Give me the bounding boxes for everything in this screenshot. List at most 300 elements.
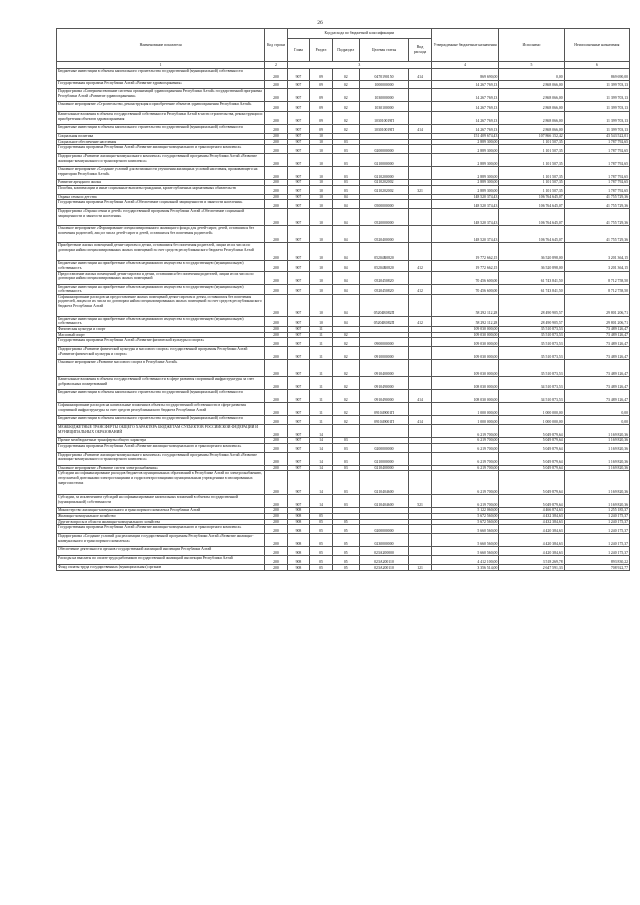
row-name: Государственная программа Республики Алтай «Развитие физической культуры и спорта»	[57, 338, 265, 347]
row-name: Бюджетные инвестиции в объекты капитального строительства государственной (муниципальной) собственности	[57, 69, 265, 81]
row-glava: 907	[287, 284, 310, 294]
row-name: Пособия, компенсации и иные социальные выплаты гражданам, кроме публичных нормативных обязательств	[57, 185, 265, 194]
row-vid	[409, 403, 432, 416]
row-glava: 907	[287, 316, 310, 326]
row-code: 200	[265, 360, 288, 377]
row-razdel: 09	[310, 69, 333, 81]
row-razdel: 14	[310, 443, 333, 452]
row-vid: 412	[409, 261, 432, 271]
table-row	[57, 525, 630, 534]
row-unexecuted: 893 830,22	[564, 556, 629, 565]
row-approved: 2 889 300,00	[431, 180, 499, 186]
header-glava: Глава	[287, 39, 310, 62]
row-target: 0210000000	[359, 452, 409, 465]
row-executed: 1 101 507,35	[499, 139, 564, 145]
row-approved: 70 456 600,00	[431, 284, 499, 294]
row-approved: 109 030 000,00	[431, 347, 499, 360]
row-executed: 107 866 152,42	[499, 134, 564, 140]
row-executed: 5 049 879,64	[499, 471, 564, 495]
row-executed: 1 101 507,35	[499, 185, 564, 194]
row-unexecuted: 73 489 126,47	[564, 377, 629, 390]
row-approved: 4 412 100,00	[431, 556, 499, 565]
row-code: 200	[265, 338, 288, 347]
row-vid: 414	[409, 125, 432, 134]
row-vid: 414	[409, 69, 432, 81]
table-row	[57, 294, 630, 316]
table-row	[57, 226, 630, 243]
row-executed: 106 764 645,07	[499, 194, 564, 200]
row-executed: 4 466 874,63	[499, 508, 564, 514]
row-code: 200	[265, 326, 288, 332]
row-executed: 5 049 879,64	[499, 452, 564, 465]
row-name: Бюджетные инвестиции в объекты капитального строительства государственной (муниципальной) собственности	[57, 416, 265, 425]
row-approved: 109 030 000,00	[431, 332, 499, 338]
row-name: Министерство жилищно-коммунального и транспортного комплекса Республики Алтай	[57, 508, 265, 514]
row-unexecuted: 1 787 792,65	[564, 185, 629, 194]
row-approved: 14 267 769,13	[431, 81, 499, 89]
row-name: Подпрограмма «Совершенствование системы организаций здравоохранения Республики Алтай» государственной программы Республики Алтай «Развитие здравоохранения»	[57, 89, 265, 102]
row-approved: 109 030 000,00	[431, 360, 499, 377]
row-podrazdel: 03	[332, 167, 359, 180]
row-unexecuted: 29 801 206,71	[564, 316, 629, 326]
row-razdel: 10	[310, 284, 333, 294]
row-approved: 5 660 560,00	[431, 534, 499, 547]
row-target: 0200000000	[359, 443, 409, 452]
row-glava: 907	[287, 471, 310, 495]
row-glava: 907	[287, 495, 310, 508]
row-executed: 5 049 879,64	[499, 425, 564, 438]
row-approved: 2 889 300,00	[431, 139, 499, 145]
row-unexecuted: 1 787 792,65	[564, 145, 629, 154]
table-row	[57, 200, 630, 209]
row-glava: 907	[287, 134, 310, 140]
row-razdel: 10	[310, 145, 333, 154]
row-glava: 908	[287, 556, 310, 565]
row-glava: 907	[287, 89, 310, 102]
row-vid	[409, 347, 432, 360]
row-name: Капитальные вложения в объекты государственной собственности Республики Алтай в части строительства, реконструкции и приобретения объектов здравоохранения	[57, 112, 265, 125]
row-podrazdel: 05	[332, 547, 359, 556]
row-podrazdel: 03	[332, 443, 359, 452]
table-row	[57, 360, 630, 377]
row-unexecuted: 1 169 820,36	[564, 471, 629, 495]
row-approved: 2 889 300,00	[431, 167, 499, 180]
row-approved: 5 672 560,00	[431, 519, 499, 525]
row-code: 200	[265, 139, 288, 145]
row-glava: 908	[287, 513, 310, 519]
table-row	[57, 112, 630, 125]
row-podrazdel: 02	[332, 377, 359, 390]
row-executed: 4 420 384,63	[499, 525, 564, 534]
row-name: Субсидии, за исключением субсидий на софинансирование капитальных вложений в объекты государственной (муниципальной) собственности	[57, 495, 265, 508]
row-target: 103010019П	[359, 112, 409, 125]
row-vid: 121	[409, 565, 432, 571]
row-glava: 907	[287, 81, 310, 89]
row-glava: 907	[287, 194, 310, 200]
colnum-5: 5	[499, 62, 564, 69]
table-row	[57, 556, 630, 565]
row-approved: 19 772 662,15	[431, 261, 499, 271]
row-razdel: 09	[310, 81, 333, 89]
row-razdel: 14	[310, 465, 333, 471]
row-approved: 5 660 560,00	[431, 525, 499, 534]
table-row	[57, 347, 630, 360]
row-name: Бюджетные инвестиции на приобретение объектов недвижимого имущества в государственную (муниципальную) собственность	[57, 284, 265, 294]
row-glava: 908	[287, 565, 310, 571]
row-vid	[409, 425, 432, 438]
row-code: 200	[265, 261, 288, 271]
row-approved: 6 219 700,00	[431, 495, 499, 508]
row-razdel: 10	[310, 316, 333, 326]
table-row	[57, 243, 630, 261]
row-code: 200	[265, 271, 288, 284]
row-glava: 907	[287, 360, 310, 377]
row-name: Бюджетные инвестиции на приобретение объектов недвижимого имущества в государственную (муниципальную) собственность	[57, 316, 265, 326]
row-podrazdel: 03	[332, 438, 359, 444]
row-target: 0230000000	[359, 534, 409, 547]
row-approved: 151 409 674,43	[431, 134, 499, 140]
row-razdel: 10	[310, 243, 333, 261]
row-code: 200	[265, 185, 288, 194]
row-target: 0210404600	[359, 495, 409, 508]
row-name: Основное мероприятие «Развитие массового спорта в Республике Алтай»	[57, 360, 265, 377]
row-unexecuted: 11 399 703,13	[564, 125, 629, 134]
row-target: 0520450820	[359, 284, 409, 294]
row-name: Фонд оплаты труда государственных (муниципальных) органов	[57, 565, 265, 571]
row-razdel: 10	[310, 185, 333, 194]
expenditure-table	[56, 28, 630, 571]
row-code: 200	[265, 508, 288, 514]
row-razdel: 11	[310, 403, 333, 416]
row-unexecuted: 41 755 729,36	[564, 209, 629, 226]
row-glava: 907	[287, 102, 310, 112]
row-executed: 1 101 507,35	[499, 167, 564, 180]
row-executed: 4 420 384,63	[499, 547, 564, 556]
row-executed: 4 420 384,63	[499, 534, 564, 547]
row-unexecuted: 1 240 175,37	[564, 534, 629, 547]
row-razdel: 11	[310, 332, 333, 338]
row-approved: 2 889 300,00	[431, 154, 499, 167]
row-code: 200	[265, 125, 288, 134]
page-number: 26	[317, 20, 323, 26]
row-razdel: 14	[310, 471, 333, 495]
row-target: 0210000000	[359, 154, 409, 167]
row-podrazdel: 03	[332, 139, 359, 145]
row-vid	[409, 547, 432, 556]
row-podrazdel: 05	[332, 556, 359, 565]
table-row	[57, 338, 630, 347]
row-razdel: 10	[310, 134, 333, 140]
row-target: 091049001П	[359, 403, 409, 416]
row-razdel: 09	[310, 89, 333, 102]
row-name: Охрана семьи и детства	[57, 194, 265, 200]
row-razdel: 11	[310, 377, 333, 390]
row-executed: 35 510 873,53	[499, 347, 564, 360]
row-vid	[409, 200, 432, 209]
row-target: 0910000000	[359, 347, 409, 360]
row-podrazdel: 03	[332, 471, 359, 495]
row-approved: 148 520 374,43	[431, 209, 499, 226]
table-row	[57, 495, 630, 508]
row-podrazdel: 04	[332, 316, 359, 326]
row-approved: 58 292 112,28	[431, 316, 499, 326]
row-executed: 106 764 645,07	[499, 209, 564, 226]
row-approved: 2 889 300,00	[431, 185, 499, 194]
row-razdel: 09	[310, 112, 333, 125]
table-row	[57, 125, 630, 134]
row-glava: 908	[287, 519, 310, 525]
row-name: Подпрограмма «Развитие жилищно-коммунального комплекса» государственной программы Республики Алтай «Развитие жилищно-коммунального и транспортного комплекса»	[57, 452, 265, 465]
header-podrazdel: Подраздел	[332, 39, 359, 62]
row-vid	[409, 89, 432, 102]
row-unexecuted: 1 240 175,37	[564, 547, 629, 556]
row-executed: 35 510 873,53	[499, 326, 564, 332]
header-target: Целевая статья	[359, 39, 409, 62]
row-razdel: 09	[310, 102, 333, 112]
row-name: Прочие межбюджетные трансферты общего характера	[57, 438, 265, 444]
row-name: Развитие арендного жилья	[57, 180, 265, 186]
row-unexecuted: 73 489 126,47	[564, 332, 629, 338]
row-glava: 908	[287, 534, 310, 547]
table-row	[57, 416, 630, 425]
table-row	[57, 403, 630, 416]
row-code: 200	[265, 145, 288, 154]
row-executed: 2 868 066,00	[499, 89, 564, 102]
row-executed: 35 510 873,53	[499, 332, 564, 338]
row-vid	[409, 338, 432, 347]
row-approved: 14 267 769,13	[431, 125, 499, 134]
row-code: 200	[265, 226, 288, 243]
row-podrazdel: 02	[332, 338, 359, 347]
row-razdel: 11	[310, 390, 333, 403]
table-row	[57, 167, 630, 180]
row-approved: 5 672 560,00	[431, 513, 499, 519]
row-razdel: 11	[310, 360, 333, 377]
row-razdel: 05	[310, 534, 333, 547]
table-row	[57, 452, 630, 465]
table-row	[57, 284, 630, 294]
row-code: 200	[265, 377, 288, 390]
row-unexecuted: 1 169 820,36	[564, 443, 629, 452]
row-vid	[409, 471, 432, 495]
row-podrazdel: 03	[332, 495, 359, 508]
row-name: Государственная программа Республики Алтай «Развитие жилищно-коммунального и транспортного комплекса»	[57, 145, 265, 154]
row-podrazdel: 02	[332, 332, 359, 338]
row-vid	[409, 243, 432, 261]
row-code: 200	[265, 134, 288, 140]
row-executed: 35 510 873,53	[499, 338, 564, 347]
row-vid	[409, 294, 432, 316]
row-name: Расходы на выплаты по оплате труда работников государственной жилищной инспекции Республики Алтай	[57, 556, 265, 565]
row-vid: 414	[409, 390, 432, 403]
row-podrazdel: 02	[332, 416, 359, 425]
row-approved: 1 000 000,00	[431, 416, 499, 425]
row-vid	[409, 534, 432, 547]
row-approved: 5 122 060,00	[431, 508, 499, 514]
row-razdel: 09	[310, 125, 333, 134]
row-vid	[409, 209, 432, 226]
row-glava: 907	[287, 125, 310, 134]
row-podrazdel: 05	[332, 519, 359, 525]
row-approved: 148 520 374,43	[431, 226, 499, 243]
row-executed: 5 049 879,64	[499, 438, 564, 444]
row-podrazdel: 05	[332, 534, 359, 547]
row-name: Софинансирование расходов на предоставление жилых помещений детям-сиротам и детям, оставшимся без попечения родителей, лицам из их числа по договорам найма специализированных жилых помещений за счет средств республиканского бюджета Республики Алтай	[57, 294, 265, 316]
row-glava: 907	[287, 209, 310, 226]
row-target: 023А200110	[359, 556, 409, 565]
row-vid: 521	[409, 495, 432, 508]
row-target: 1000000000	[359, 81, 409, 89]
row-glava: 907	[287, 332, 310, 338]
row-glava: 907	[287, 261, 310, 271]
row-glava: 907	[287, 200, 310, 209]
row-name: Капитальные вложения в объекты государственной собственности в сфере развития спортивной инфраструктуры за счет добровольных пожертвований	[57, 377, 265, 390]
row-approved: 6 219 700,00	[431, 471, 499, 495]
row-code: 200	[265, 167, 288, 180]
row-unexecuted: 8 712 758,50	[564, 284, 629, 294]
row-code: 200	[265, 556, 288, 565]
row-glava: 907	[287, 294, 310, 316]
row-executed: 5 049 879,64	[499, 465, 564, 471]
row-podrazdel: 02	[332, 102, 359, 112]
row-vid	[409, 271, 432, 284]
row-code: 200	[265, 452, 288, 465]
row-name: Софинансирование расходов на капитальные вложения в объекты государственной собственности в сфере развития спортивной инфраструктуры за счет средств республиканского бюджета Республики Алтай	[57, 403, 265, 416]
row-unexecuted: 11 399 703,13	[564, 102, 629, 112]
row-vid	[409, 525, 432, 534]
row-code: 200	[265, 284, 288, 294]
table-row	[57, 102, 630, 112]
row-glava: 907	[287, 326, 310, 332]
table-row	[57, 261, 630, 271]
row-vid	[409, 556, 432, 565]
row-code: 200	[265, 471, 288, 495]
row-unexecuted: 41 755 729,36	[564, 200, 629, 209]
row-code: 200	[265, 69, 288, 81]
row-vid: 321	[409, 185, 432, 194]
row-target: 091049001П	[359, 416, 409, 425]
table-row	[57, 425, 630, 438]
row-target: 0200000000	[359, 525, 409, 534]
row-name: Подпрограмма «Создание условий для реализации государственной программы Республики Алтай «Развитие жилищно-коммунального и транспортного комплекса»	[57, 534, 265, 547]
row-unexecuted: 3 201 364,15	[564, 261, 629, 271]
row-glava: 907	[287, 425, 310, 438]
row-target: 0210200000	[359, 167, 409, 180]
row-razdel: 05	[310, 565, 333, 571]
row-code: 200	[265, 547, 288, 556]
row-razdel: 10	[310, 139, 333, 145]
row-podrazdel: 03	[332, 185, 359, 194]
header-executed: Исполнено	[499, 29, 564, 62]
row-razdel: 05	[310, 556, 333, 565]
row-podrazdel: 05	[332, 565, 359, 571]
row-razdel: 14	[310, 438, 333, 444]
header-unexecuted: Неисполненные назначения	[564, 29, 629, 62]
row-razdel: 10	[310, 154, 333, 167]
row-unexecuted: 73 489 126,47	[564, 390, 629, 403]
row-glava: 907	[287, 377, 310, 390]
row-vid	[409, 443, 432, 452]
row-vid	[409, 360, 432, 377]
row-executed: 34 510 873,53	[499, 390, 564, 403]
row-glava: 907	[287, 438, 310, 444]
row-executed: 1 101 507,35	[499, 154, 564, 167]
row-podrazdel: 04	[332, 294, 359, 316]
row-executed: 2 868 066,00	[499, 102, 564, 112]
header-approved: Утвержденные бюджетные назначения	[431, 29, 499, 62]
row-podrazdel: 02	[332, 360, 359, 377]
row-code: 200	[265, 513, 288, 519]
row-name: Подпрограмма «Развитие жилищно-коммунального комплекса» государственной программы Республики Алтай «Развитие жилищно-коммунального и транспортного комплекса»	[57, 154, 265, 167]
row-name: Жилищно-коммунальное хозяйство	[57, 513, 265, 519]
row-code: 200	[265, 180, 288, 186]
row-razdel: 10	[310, 167, 333, 180]
row-unexecuted: 1 169 820,36	[564, 495, 629, 508]
row-unexecuted: 1 169 820,36	[564, 452, 629, 465]
row-approved: 14 267 769,13	[431, 102, 499, 112]
colnum-3: 3	[287, 62, 431, 69]
row-vid	[409, 167, 432, 180]
row-podrazdel: 04	[332, 271, 359, 284]
row-code: 200	[265, 416, 288, 425]
row-target: 0210202002	[359, 180, 409, 186]
row-target: 05204R0820	[359, 243, 409, 261]
row-vid	[409, 112, 432, 125]
row-target: 023А200000	[359, 547, 409, 556]
row-podrazdel: 02	[332, 112, 359, 125]
row-executed: 3 518 269,78	[499, 556, 564, 565]
table-row	[57, 69, 630, 81]
row-razdel: 10	[310, 200, 333, 209]
row-target: 0200000000	[359, 145, 409, 154]
row-name: Бюджетные инвестиции на приобретение объектов недвижимого имущества в государственную (муниципальную) собственность	[57, 261, 265, 271]
row-name: Другие вопросы в области жилищно-коммунального хозяйства	[57, 519, 265, 525]
row-executed: 106 764 645,07	[499, 226, 564, 243]
row-target: 05204R0820	[359, 261, 409, 271]
row-glava: 907	[287, 465, 310, 471]
row-unexecuted: 1 240 175,37	[564, 519, 629, 525]
row-name: Государственная программа Республики Алтай «Развитие жилищно-коммунального и транспортного комплекса»	[57, 525, 265, 534]
row-unexecuted: 8 712 758,50	[564, 271, 629, 284]
row-executed: 5 049 879,64	[499, 443, 564, 452]
row-glava: 907	[287, 416, 310, 425]
row-executed: 28 490 905,57	[499, 294, 564, 316]
row-name: Предоставление жилых помещений детям-сиротам и детям, оставшимся без попечения родителей, лицам из их числа по договорам найма специализированных жилых помещений	[57, 271, 265, 284]
row-unexecuted: 73 489 126,47	[564, 360, 629, 377]
row-name: Основное мероприятие «Создание условий для возможности улучшения жилищных условий населения, проживающего на территории Республики Алтай»	[57, 167, 265, 180]
header-vid: Вид расхода	[409, 39, 432, 62]
row-vid	[409, 145, 432, 154]
row-name: Бюджетные инвестиции в объекты капитального строительства государственной (муниципальной) собственности	[57, 390, 265, 403]
table-row	[57, 185, 630, 194]
row-glava: 907	[287, 69, 310, 81]
colnum-4: 4	[431, 62, 499, 69]
row-unexecuted: 869 690,00	[564, 69, 629, 81]
table-row	[57, 438, 630, 444]
row-target: 0910490000	[359, 377, 409, 390]
row-executed: 2 868 066,00	[499, 112, 564, 125]
row-unexecuted: 73 489 126,47	[564, 326, 629, 332]
row-razdel: 14	[310, 452, 333, 465]
row-executed: 2 868 066,00	[499, 81, 564, 89]
table-row	[57, 81, 630, 89]
row-code: 200	[265, 200, 288, 209]
row-vid: 412	[409, 316, 432, 326]
row-glava: 907	[287, 390, 310, 403]
row-executed: 1 000 000,00	[499, 403, 564, 416]
header-budget-class: Код расхода по бюджетной классификации	[287, 29, 431, 39]
row-glava: 907	[287, 112, 310, 125]
